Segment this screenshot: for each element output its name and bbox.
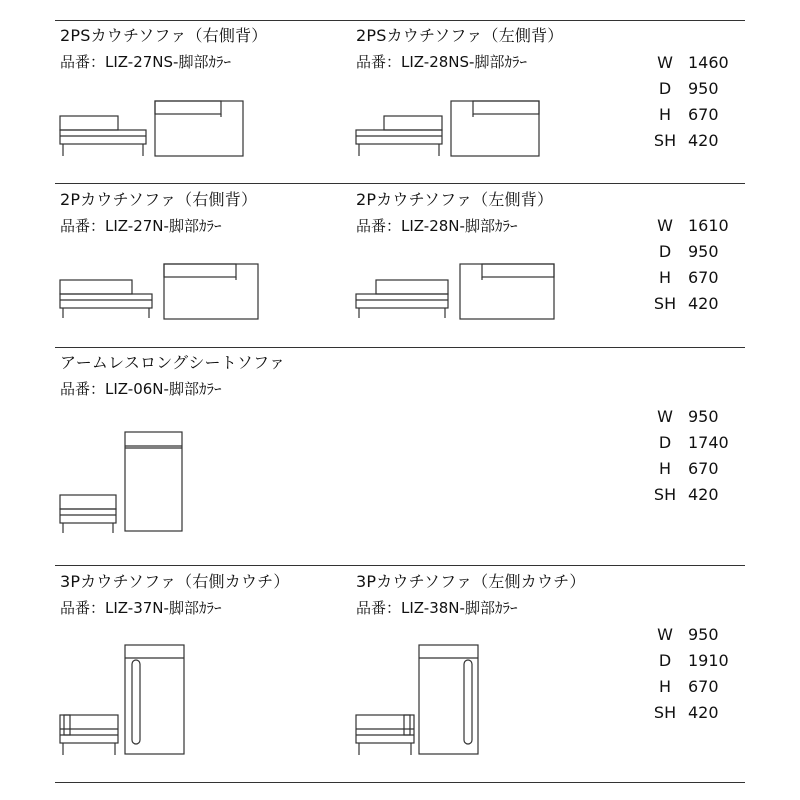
- dimension-row: [648, 482, 729, 508]
- code-label: 品番：: [60, 599, 106, 617]
- product-code: [60, 379, 221, 399]
- code-label: 品番：: [60, 380, 106, 398]
- sofa-plan-view: [418, 644, 480, 756]
- dimension-key: D: [658, 242, 672, 261]
- sofa-plan-view: [124, 431, 184, 533]
- dimension-value: 950: [688, 407, 719, 426]
- dimension-value: 670: [688, 677, 719, 696]
- sofa-plan-view: [154, 100, 244, 158]
- dimension-value: 1740: [688, 433, 729, 452]
- dimension-value: 670: [688, 105, 719, 124]
- divider-top: [55, 20, 745, 21]
- dimension-value: 1460: [688, 53, 729, 72]
- divider: [55, 565, 745, 566]
- sofa-front-view: [58, 493, 118, 535]
- code-value: LIZ-28N-脚部ｶﾗｰ: [401, 217, 518, 235]
- dimension-key: W: [657, 53, 673, 72]
- product-code: [356, 598, 517, 618]
- dimension-value: 670: [688, 459, 719, 478]
- dimension-row: [648, 456, 729, 482]
- dimension-value: 950: [688, 242, 719, 261]
- code-label: 品番：: [60, 217, 106, 235]
- dimension-table: [648, 404, 729, 508]
- product-title: 2Pカウチソファ（右側背）: [60, 190, 258, 209]
- dimension-table: [648, 213, 729, 317]
- code-label: 品番：: [356, 599, 402, 617]
- sofa-plan-view: [124, 644, 186, 756]
- dimension-key: D: [658, 79, 672, 98]
- dimension-row: [648, 291, 729, 317]
- divider: [55, 183, 745, 184]
- dimension-row: [648, 213, 729, 239]
- code-label: 品番：: [60, 53, 106, 71]
- dimension-value: 670: [688, 268, 719, 287]
- divider-bottom: [55, 782, 745, 783]
- dimension-key: H: [658, 677, 672, 696]
- dimension-value: 950: [688, 625, 719, 644]
- product-title: アームレスロングシートソファ: [60, 353, 286, 372]
- dimension-row: [648, 239, 729, 265]
- dimension-value: 1910: [688, 651, 729, 670]
- product-title: 2PSカウチソファ（左側背）: [356, 26, 564, 45]
- sofa-plan-view: [459, 263, 555, 321]
- dimension-row: [648, 102, 729, 128]
- sofa-front-view: [58, 114, 148, 158]
- dimension-table: [648, 622, 729, 726]
- code-value: LIZ-06N-脚部ｶﾗｰ: [105, 380, 222, 398]
- dimension-value: 1610: [688, 216, 729, 235]
- dimension-key: H: [658, 105, 672, 124]
- code-label: 品番：: [356, 217, 402, 235]
- dimension-key: H: [658, 459, 672, 478]
- dimension-key: W: [657, 625, 673, 644]
- product-code: [60, 598, 221, 618]
- product-code: [60, 216, 221, 236]
- dimension-key: D: [658, 433, 672, 452]
- dimension-row: [648, 674, 729, 700]
- sofa-front-view: [354, 278, 450, 320]
- sofa-front-view: [354, 114, 444, 158]
- dimension-row: [648, 430, 729, 456]
- code-value: LIZ-38N-脚部ｶﾗｰ: [401, 599, 518, 617]
- dimension-key: SH: [653, 294, 677, 313]
- dimension-key: SH: [653, 485, 677, 504]
- dimension-value: 420: [688, 485, 719, 504]
- code-value: LIZ-28NS-脚部ｶﾗｰ: [401, 53, 527, 71]
- dimension-value: 420: [688, 703, 719, 722]
- code-value: LIZ-37N-脚部ｶﾗｰ: [105, 599, 222, 617]
- dimension-row: [648, 76, 729, 102]
- dimension-value: 420: [688, 131, 719, 150]
- sofa-front-view: [58, 278, 154, 320]
- product-title: 3Pカウチソファ（右側カウチ）: [60, 572, 290, 591]
- dimension-table: [648, 50, 729, 154]
- dimension-row: [648, 50, 729, 76]
- dimension-key: W: [657, 216, 673, 235]
- product-code: [356, 52, 527, 72]
- product-title: 2Pカウチソファ（左側背）: [356, 190, 554, 209]
- sofa-front-view: [354, 713, 416, 757]
- dimension-key: W: [657, 407, 673, 426]
- sofa-plan-view: [450, 100, 540, 158]
- dimension-key: H: [658, 268, 672, 287]
- code-value: LIZ-27NS-脚部ｶﾗｰ: [105, 53, 231, 71]
- dimension-key: SH: [653, 131, 677, 150]
- dimension-value: 950: [688, 79, 719, 98]
- product-title: 2PSカウチソファ（右側背）: [60, 26, 268, 45]
- sofa-front-view: [58, 713, 120, 757]
- dimension-value: 420: [688, 294, 719, 313]
- dimension-row: [648, 648, 729, 674]
- dimension-row: [648, 265, 729, 291]
- product-code: [60, 52, 231, 72]
- dimension-key: D: [658, 651, 672, 670]
- dimension-row: [648, 622, 729, 648]
- dimension-row: [648, 404, 729, 430]
- code-label: 品番：: [356, 53, 402, 71]
- dimension-key: SH: [653, 703, 677, 722]
- product-code: [356, 216, 517, 236]
- dimension-row: [648, 128, 729, 154]
- product-title: 3Pカウチソファ（左側カウチ）: [356, 572, 586, 591]
- divider: [55, 347, 745, 348]
- dimension-row: [648, 700, 729, 726]
- sofa-plan-view: [163, 263, 259, 321]
- code-value: LIZ-27N-脚部ｶﾗｰ: [105, 217, 222, 235]
